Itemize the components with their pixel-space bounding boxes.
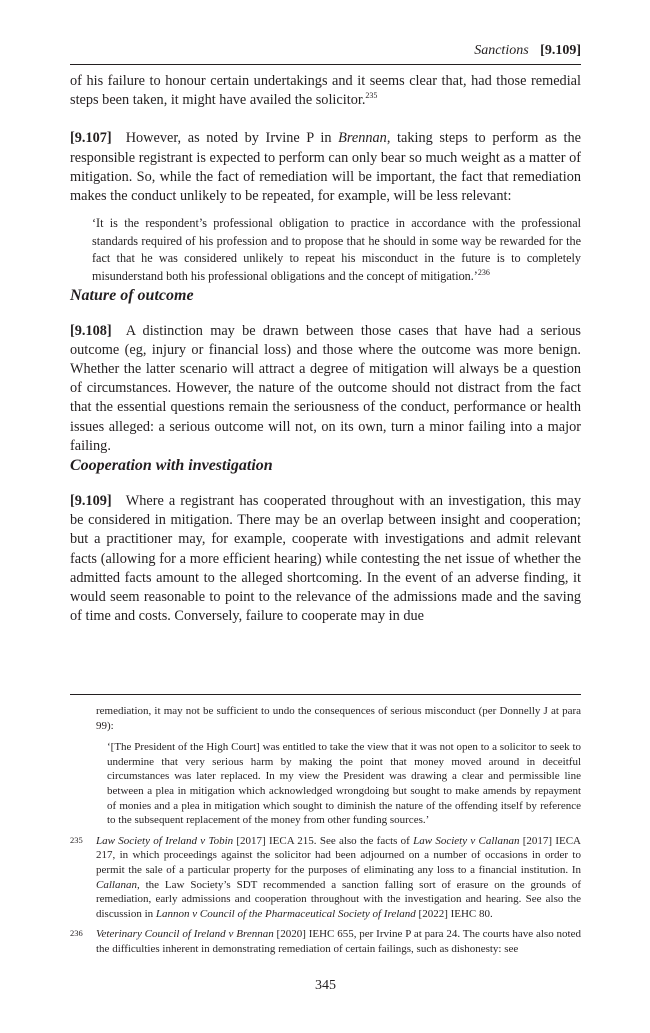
page-number: 345 (315, 978, 336, 993)
footnote-text: [2017] IECA 215. See also the facts of (233, 834, 414, 847)
case-name: Callanan (96, 878, 137, 891)
continued-paragraph (70, 72, 581, 110)
paragraph-text: , taking steps to perform as the responsible registrant is expected to perform can only bear so much weight as a matter of mitigation. So, while the fact of remediation will be important, the fact that remediation makes the conduct unlikely to be repeated, for example, will be less relevant: (70, 130, 581, 205)
heading-cooperation-with-investigation: Cooperation with investigation (70, 457, 273, 475)
case-name: Veterinary Council of Ireland v Brennan (96, 928, 274, 941)
main-text (70, 72, 581, 626)
footnote-ref-236[interactable]: 236 (477, 267, 490, 277)
case-name: Lannon v Council of the Pharmaceutical Society of Ireland (155, 907, 416, 920)
footnote-rule (70, 694, 581, 695)
footnote-text: [2017] IECA 217, in which proceedings against the solicitor had been adjourned on a number of occasions in order to permit the sale of a particular property for the purposes of eliminating any loss to a financial institution. In (96, 834, 581, 876)
continued-paragraph-text: of his failure to honour certain undertakings and it seems clear that, had those remedial steps been taken, it might have availed the solicitor. (70, 73, 581, 109)
case-name: Brennan (338, 130, 387, 147)
footnotes (70, 704, 581, 957)
paragraph-9-107 (70, 129, 581, 206)
case-name: Law Society of Ireland v Tobin (96, 834, 234, 847)
header-section-title: Sanctions (474, 43, 529, 58)
paragraph-number: [9.109] (70, 493, 112, 510)
paragraph-number: [9.107] (70, 130, 112, 147)
quote-text: ‘It is the respondent’s professional obligation to practice in accordance with the professional standards required of his profession and to propose that he should in some way be rewarded for the fact that he was considered unlikely to repeat his misconduct in the future is to completely misunderstand both his professional obligations and the concept of mitigation.’ (92, 216, 581, 283)
footnote-quote: ‘[The President of the High Court] was entitled to take the view that it was not open to a solicitor to seek to undermine that very serious harm by making the point that money moved around in deceitful circumstances was later replaced. In my view the President was drawing a clear and permissible line between a plea in mitigation which acknowledged wrongdoing but sought to make amends by repayment of monies and a plea in mitigation which sought to diminish the nature of the offending itself by reference to the subsequent replacement of the money from other funding sources.’ (107, 741, 581, 827)
paragraph-9-109 (70, 492, 581, 626)
footnote-number: 235 (70, 834, 83, 845)
heading-nature-of-outcome: Nature of outcome (70, 286, 194, 304)
footnote-text: [2022] IEHC 80. (415, 907, 493, 920)
footnote-ref-235[interactable]: 235 (365, 91, 378, 101)
footnote-continued: remediation, it may not be sufficient to undo the consequences of serious misconduct (per Donnelly J at para 99): (96, 705, 581, 732)
footnote-text: [2020] IEHC 655, per Irvine P at para 24. The courts have also noted the difficulties inherent in demonstrating remediation of certain failings, such as dishonesty: see (96, 928, 581, 955)
header-rule (70, 64, 581, 65)
case-name: Law Society v Callanan (413, 834, 520, 847)
paragraph-9-108 (70, 322, 581, 456)
footnote-235 (70, 834, 581, 922)
paragraph-text: However, as noted by Irvine P in (125, 130, 339, 147)
running-header (474, 42, 581, 60)
block-quote (92, 215, 581, 285)
paragraph-text: Where a registrant has cooperated throughout with an investigation, this may be considered in mitigation. There may be an overlap between insight and cooperation; but a practitioner may, for example, cooperate with investigations and admit relevant facts (allowing for a more efficient hearing) while contesting the net issue of whether the admitted facts amount to the alleged shortcoming. In the event of an adverse finding, it would seem reasonable to point to the relevance of the admissions made and the saving of time and costs. Conversely, failure to cooperate may in due (70, 493, 581, 625)
header-paragraph-number: [9.109] (540, 43, 581, 58)
footnote-text: , the Law Society’s SDT recommended a sanction falling sort of erasure on the grounds of remediation, early admissions and cooperation throughout with the investigation and hearing. See also the discussion in (96, 878, 581, 920)
footnote-number: 236 (70, 928, 83, 939)
paragraph-number: [9.108] (70, 322, 112, 339)
footnote-236 (70, 927, 581, 956)
paragraph-text: A distinction may be drawn between those cases that have had a serious outcome (eg, injury or financial loss) and those where the outcome was more benign. Whether the latter scenario will attract a degree of mitigation will always be a question of circumstances. However, the nature of the outcome should not distract from the fact that the essential questions remain the seriousness of the conduct, performance or health issues alleged: a serious outcome will not, on its own, turn a minor failing into a major failing. (70, 322, 581, 454)
